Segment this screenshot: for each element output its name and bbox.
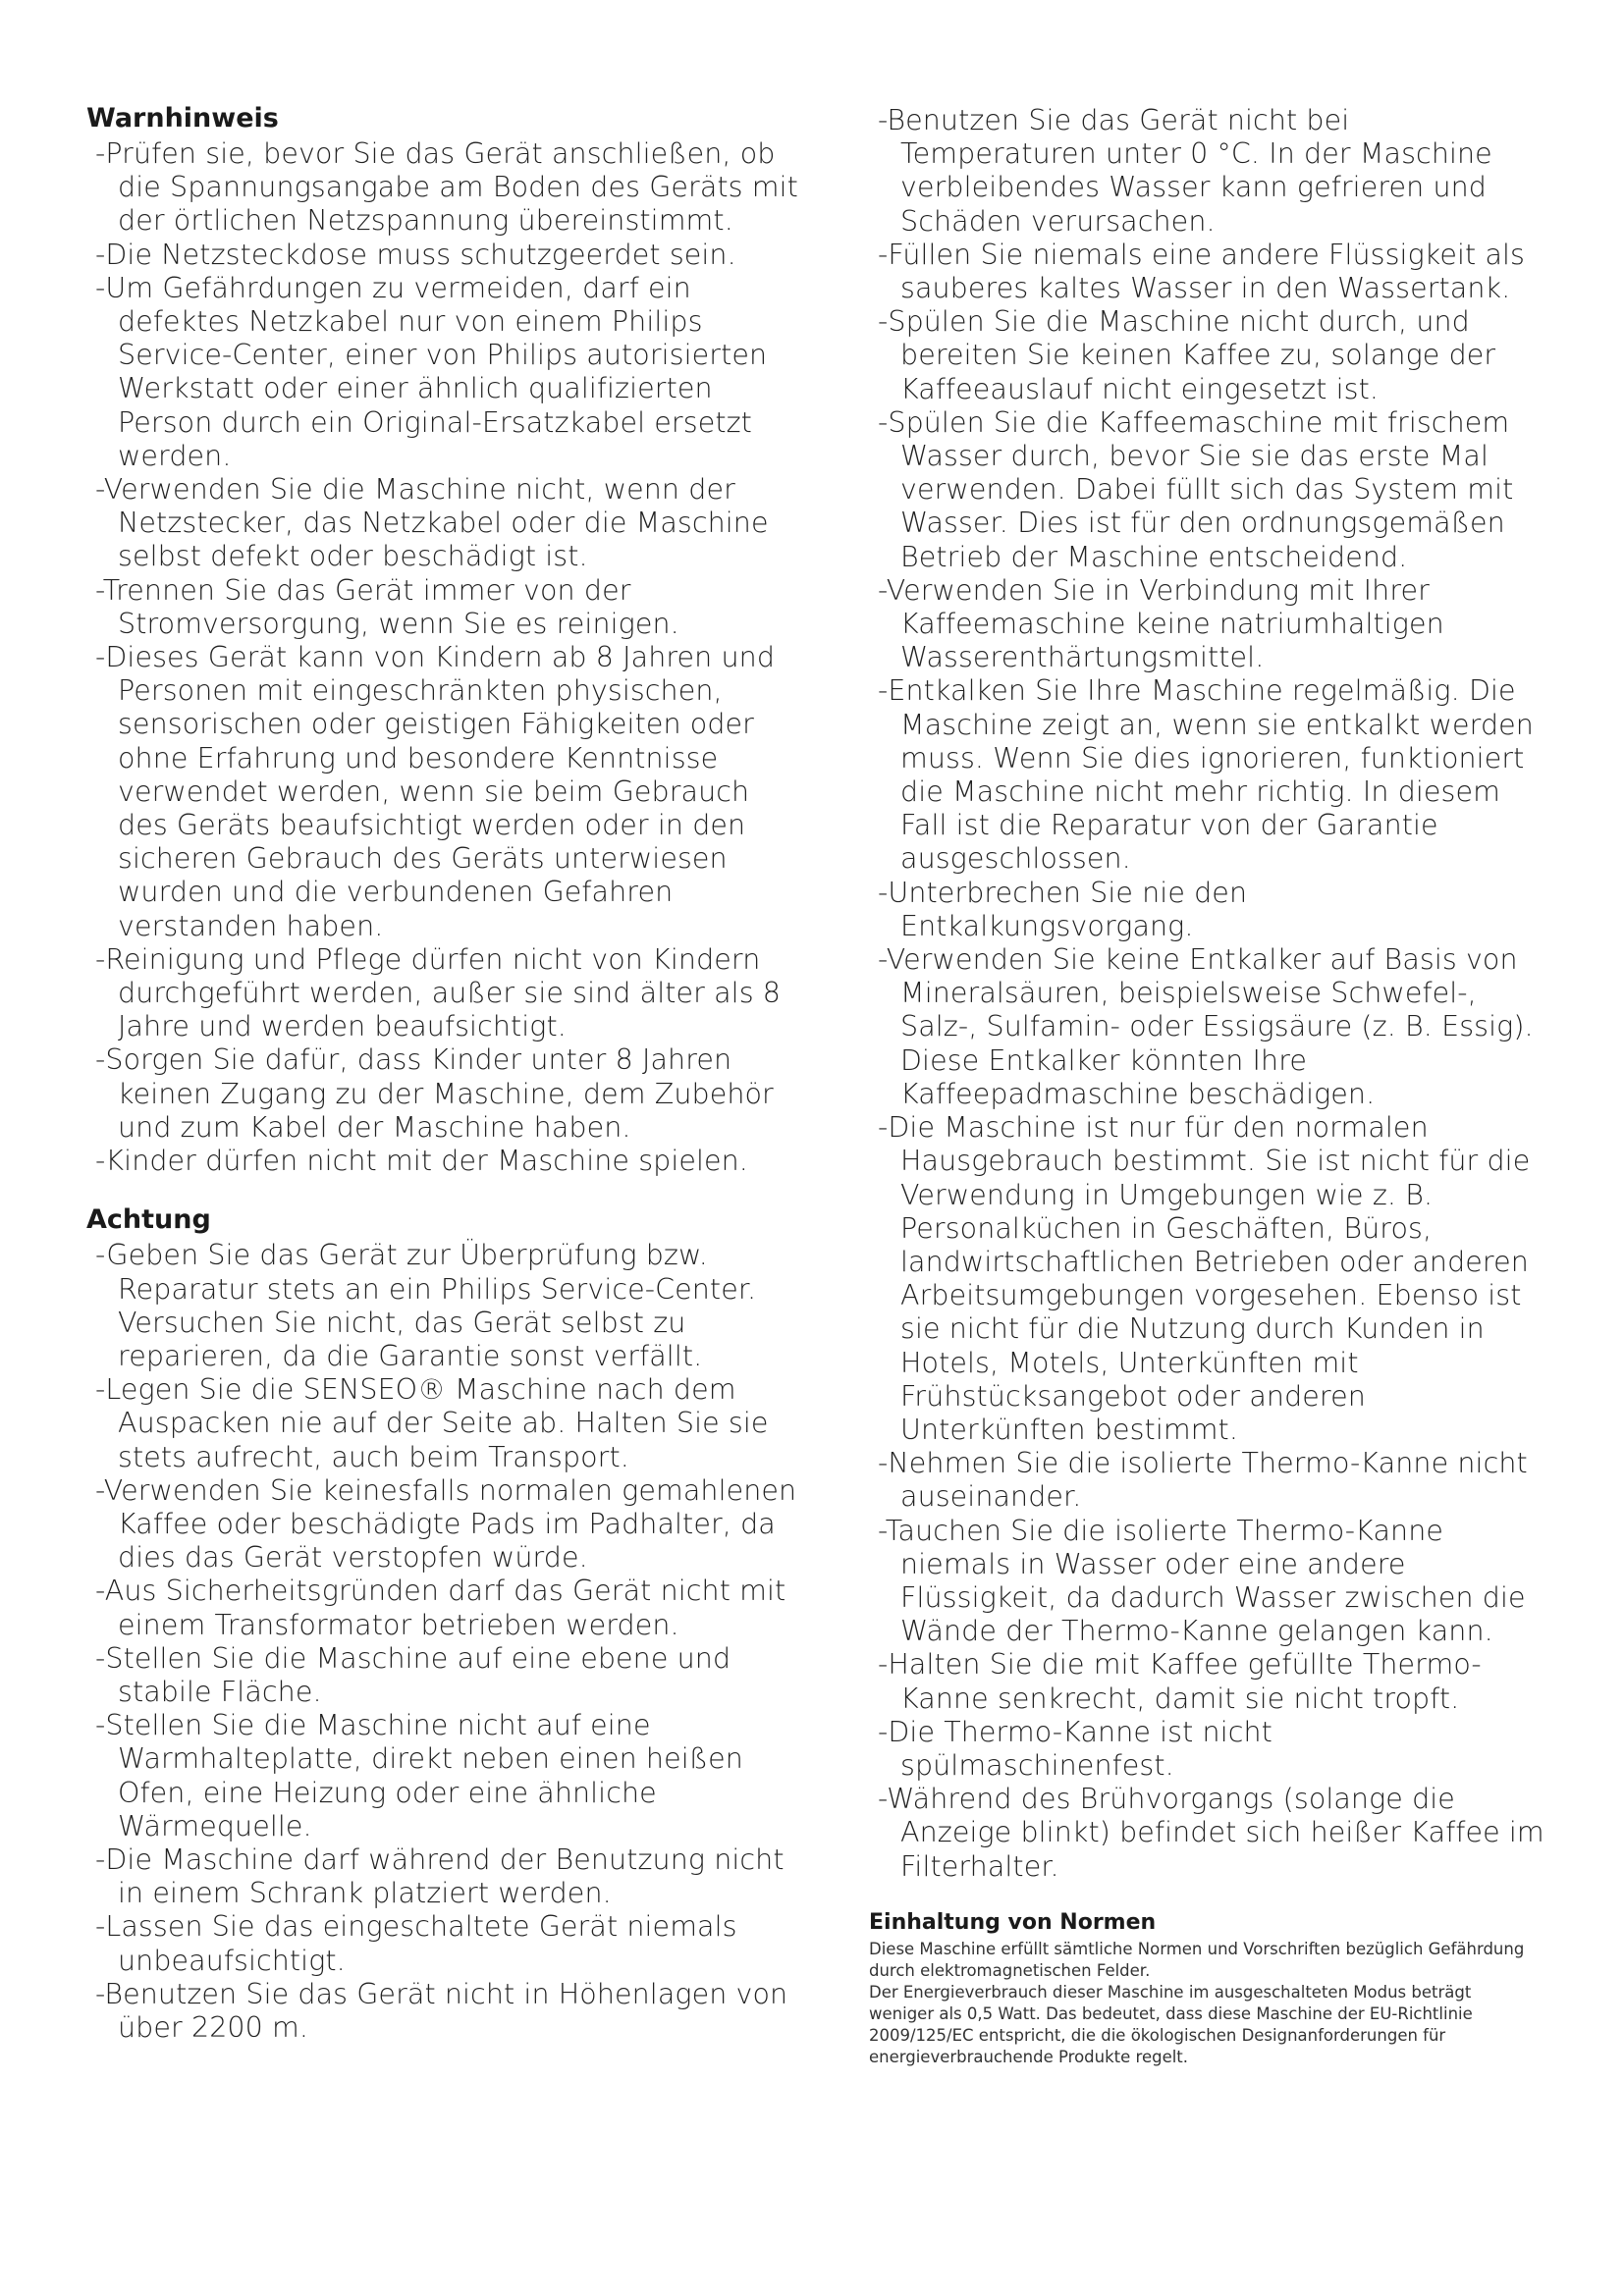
list-item: -Um Gefährdungen zu vermeiden, darf ein defektes Netzkabel nur von einem Philips Service-Center, einer von Philips autorisierten Werkstatt oder einer ähnlich qualifizierten Person durch ein Original-Ersatzkabel ersetzt werden. — [95, 271, 768, 472]
normen-paragraph-2: Der Energieverbrauch dieser Maschine im ausgeschalteten Modus beträgt weniger als 0,5 Watt. Das bedeutet, dass diese Maschine der EU-Richtlinie 2009/125/EC entspricht, die die ökologischen Designanforderungen für energieverbrauchende Produkte regelt. — [869, 1982, 1473, 2066]
achtung-section — [86, 1203, 803, 2045]
list-item: -Benutzen Sie das Gerät nicht in Höhenlagen von über 2200 m. — [95, 1977, 788, 2044]
right-column — [869, 104, 1546, 2068]
list-item: -Prüfen sie, bevor Sie das Gerät anschließen, ob die Spannungsangabe am Boden des Geräts mit der örtlichen Netzspannung übereinstimmt. — [95, 137, 798, 238]
list-item: -Spülen Sie die Maschine nicht durch, und bereiten Sie keinen Kaffee zu, solange der Kaffeeauslauf nicht eingesetzt ist. — [878, 305, 1496, 405]
list-item: -Spülen Sie die Kaffeemaschine mit frischem Wasser durch, bevor Sie sie das erste Mal verwenden. Dabei füllt sich das System mit Wasser. Dies ist für den ordnungsgemäßen Betrieb der Maschine entscheidend. — [878, 405, 1514, 573]
list-item: -Sorgen Sie dafür, dass Kinder unter 8 Jahren keinen Zugang zu der Maschine, dem Zubehör und zum Kabel der Maschine haben. — [95, 1043, 774, 1144]
list-item: -Kinder dürfen nicht mit der Maschine spielen. — [95, 1145, 748, 1178]
list-item: -Dieses Gerät kann von Kindern ab 8 Jahren und Personen mit eingeschränkten physischen, sensorischen oder geistigen Fähigkeiten oder ohne Erfahrung und besondere Kenntnisse verwendet werden, wenn sie beim Gebrauch des Geräts beaufsichtigt werden oder in den sicheren Gebrauch des Geräts unterwiesen wurden und die verbundenen Gefahren verstanden haben. — [95, 641, 776, 942]
list-item: -Lassen Sie das eingeschaltete Gerät niemals unbeaufsichtigt. — [95, 1910, 737, 1977]
list-item: -Die Thermo-Kanne ist nicht spülmaschinenfest. — [878, 1715, 1272, 1782]
list-item: -Die Maschine ist nur für den normalen Hausgebrauch bestimmt. Sie ist nicht für die Verwendung in Umgebungen wie z. B. Personalküchen in Geschäften, Büros, landwirtschaftlichen Betrieben oder anderen Arbeitsumgebungen vorgesehen. Ebenso ist sie nicht für die Nutzung durch Kunden in Hotels, Motels, Unterkünften mit Frühstücksangebot oder anderen Unterkünften bestimmt. — [878, 1111, 1531, 1446]
normen-section — [869, 1909, 1546, 2068]
list-item: -Verwenden Sie in Verbindung mit Ihrer Kaffeemaschine keine natriumhaltigen Wasserenthärtungsmittel. — [878, 573, 1444, 674]
list-item: -Verwenden Sie die Maschine nicht, wenn der Netzstecker, das Netzkabel oder die Maschine selbst defekt oder beschädigt ist. — [95, 473, 769, 573]
list-item: -Geben Sie das Gerät zur Überprüfung bzw. Reparatur stets an ein Philips Service-Center. Versuchen Sie nicht, das Gerät selbst zu reparieren, da die Garantie sonst verfällt. — [95, 1239, 757, 1372]
list-item: -Tauchen Sie die isolierte Thermo-Kanne niemals in Wasser oder eine andere Flüssigkeit, da dadurch Wasser zwischen die Wände der Thermo-Kanne gelangen kann. — [878, 1514, 1526, 1648]
list-item: -Aus Sicherheitsgründen darf das Gerät nicht mit einem Transformator betrieben werden. — [95, 1575, 786, 1641]
achtung-continued-list — [869, 104, 1546, 1884]
list-item: -Die Netzsteckdose muss schutzgeerdet sein. — [95, 238, 736, 271]
achtung-list — [86, 1239, 803, 2045]
list-item: -Verwenden Sie keinesfalls normalen gemahlenen Kaffee oder beschädigte Pads im Padhalter, da dies das Gerät verstopfen würde. — [95, 1473, 797, 1575]
achtung-heading: Achtung — [86, 1204, 211, 1236]
warnhinweis-heading: Warnhinweis — [86, 103, 279, 133]
left-column — [86, 102, 803, 2070]
list-item: -Füllen Sie niemals eine andere Flüssigkeit als sauberes kaltes Wasser in den Wassertank. — [878, 238, 1525, 305]
warnhinweis-section — [86, 102, 803, 1178]
list-item: -Halten Sie die mit Kaffee gefüllte Thermo-Kanne senkrecht, damit sie nicht tropft. — [878, 1648, 1482, 1715]
list-item: -Stellen Sie die Maschine nicht auf eine Warmhalteplatte, direkt neben einen heißen Ofen, eine Heizung oder eine ähnliche Wärmequelle. — [95, 1709, 743, 1842]
list-item: -Die Maschine darf während der Benutzung nicht in einem Schrank platziert werden. — [95, 1842, 785, 1910]
list-item: -Entkalken Sie Ihre Maschine regelmäßig. Die Maschine zeigt an, wenn sie entkalkt werden muss. Wenn Sie dies ignorieren, funktioniert die Maschine nicht mehr richtig. In diesem Fall ist die Reparatur von der Garantie ausgeschlossen. — [878, 674, 1534, 876]
list-item: -Verwenden Sie keine Entkalker auf Basis von Mineralsäuren, beispielsweise Schwefel-, Salz-, Sulfamin- oder Essigsäure (z. B. Essig). Diese Entkalker könnten Ihre Kaffeepadmaschine beschädigen. — [878, 943, 1534, 1110]
list-item: -Legen Sie die SENSEO® Maschine nach dem Auspacken nie auf der Seite ab. Halten Sie sie stets aufrecht, auch beim Transport. — [95, 1373, 769, 1473]
list-item: -Benutzen Sie das Gerät nicht bei Temperaturen unter 0 °C. In der Maschine verbleibendes Wasser kann gefrieren und Schäden verursachen. — [878, 104, 1492, 238]
normen-heading: Einhaltung von Normen — [869, 1909, 1157, 1935]
list-item: -Nehmen Sie die isolierte Thermo-Kanne nicht auseinander. — [878, 1447, 1528, 1514]
list-item: -Stellen Sie die Maschine auf eine ebene und stabile Fläche. — [95, 1641, 731, 1708]
list-item: -Während des Brühvorgangs (solange die Anzeige blinkt) befindet sich heißer Kaffee im Filterhalter. — [878, 1783, 1544, 1883]
list-item: -Reinigung und Pflege dürfen nicht von Kindern durchgeführt werden, außer sie sind älter als 8 Jahre und werden beaufsichtigt. — [95, 942, 782, 1043]
normen-paragraph-1: Diese Maschine erfüllt sämtliche Normen und Vorschriften bezüglich Gefährdung durch elektromagnetischen Felder. — [869, 1939, 1525, 1980]
warnhinweis-list — [86, 137, 803, 1178]
list-item: -Trennen Sie das Gerät immer von der Stromversorgung, wenn Sie es reinigen. — [95, 573, 679, 640]
list-item: -Unterbrechen Sie nie den Entkalkungsvorgang. — [878, 876, 1248, 942]
